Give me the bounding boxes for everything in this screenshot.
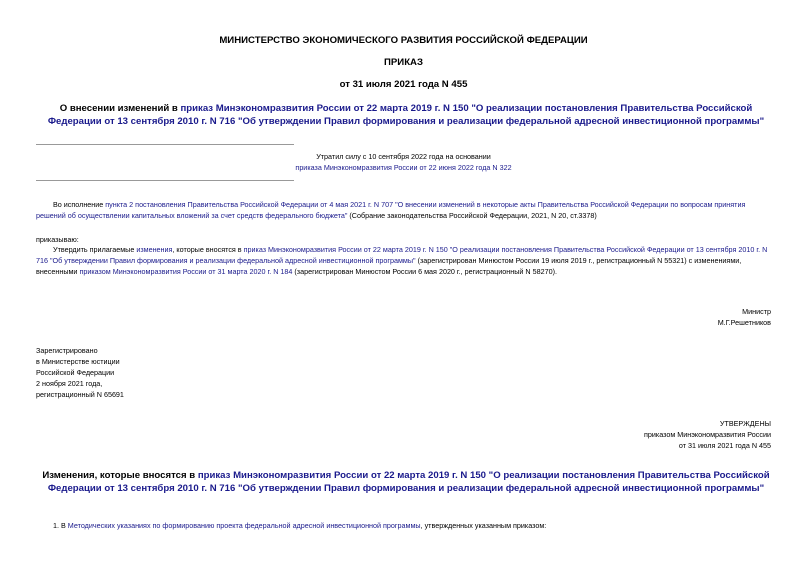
item-1-text-2: , утвержденных указанным приказом: [420,521,547,530]
ministry-heading: МИНИСТЕРСТВО ЭКОНОМИЧЕСКОГО РАЗВИТИЯ РОССИЙСКОЙ ФЕДЕРАЦИИ [219,35,588,46]
status-note [0,151,807,173]
changes-title-prefix: Изменения, которые вносятся в [42,470,198,481]
registration-line: Российской Федерации [36,368,115,377]
preamble-link-punkt[interactable]: пункта 2 [105,200,134,209]
approved-line-3: от 31 июля 2021 года N 455 [678,441,771,450]
approved-line-1: УТВЕРЖДЕНЫ [719,419,771,428]
document-title-link[interactable]: приказ Минэкономразвития России от 22 марта 2019 г. N 150 "О реализации постановления Правительства Российской Федерации от 13 сентября 2010 г. N 716 "Об утверждении Правил формирования и реализации федеральной адресной инвестиционной программы" [47,103,765,127]
approve-text-4: (зарегистрирован Минюстом России 6 мая 2020 г., регистрационный N 58270). [292,267,557,276]
approve-paragraph [36,244,772,277]
document-title-prefix: О внесении изменений в [59,103,181,114]
doc-type-heading: ПРИКАЗ [384,57,423,68]
document-title [36,102,776,128]
registration-line: в Министерстве юстиции [36,357,120,366]
approved-line-2: приказом Минэкономразвития России [644,430,771,439]
item-1-link[interactable]: Методических указаниях по формированию проекта федеральной адресной инвестиционной программы [67,521,421,530]
changes-title-link[interactable]: приказ Минэкономразвития России от 22 марта 2019 г. N 150 "О реализации постановления Правительства Российской Федерации от 13 сентября 2010 г. N 716 "Об утверждении Правил формирования и реализации федеральной адресной инвестиционной программы" [47,470,770,494]
preamble-text-3: (Собрание законодательства Российской Федерации, 2021, N 20, ст.3378) [347,211,597,220]
approve-text-2: , которые вносятся в [172,245,244,254]
status-link[interactable]: приказа Минэкономразвития России от 22 июня 2022 года N 322 [295,163,512,172]
status-bottom-rule [36,180,294,181]
signature-role: Министр [742,307,771,316]
item-1-text-1: 1. В [53,521,68,530]
approve-link-order150[interactable]: приказ Минэкономразвития России от 22 марта 2019 г. N 150 "О реализации постановления Правительства Российской Федерации от 13 сентября 2010 г. N 716 "Об утверждении Правил формирования и реализации федеральной адресной инвестиционной программы" [36,245,768,265]
approve-link-order184[interactable]: приказом Минэкономразвития России от 31 марта 2020 г. N 184 [79,267,293,276]
signature-block [718,306,771,328]
status-text: Утратил силу с 10 сентября 2022 года на основании [316,152,491,161]
doc-date-heading: от 31 июля 2021 года N 455 [339,79,468,90]
item-1 [53,520,546,531]
approve-text-1: Утвердить прилагаемые [53,245,137,254]
registration-line: Зарегистрировано [36,346,98,355]
approve-link-changes[interactable]: изменения [136,245,173,254]
approved-block [644,418,771,451]
signature-name: М.Г.Решетников [717,318,771,327]
order-word: приказываю: [36,235,79,244]
registration-line: регистрационный N 65691 [36,390,124,399]
registration-block [36,345,124,400]
changes-title [36,469,776,495]
approve-text-3: (зарегистрирован Минюстом России 19 июля 2019 г., регистрационный N 55321) с изменениями, внесенными [36,256,742,276]
status-top-rule [36,144,294,145]
preamble-paragraph [36,199,772,221]
registration-line: 2 ноября 2021 года, [36,379,103,388]
preamble-text-1: Во исполнение [53,200,106,209]
preamble-link-postanovlenie[interactable]: постановления Правительства Российской Федерации от 4 мая 2021 г. N 707 "О внесении изменений в некоторые акты Правительства Российской Федерации по вопросам принятия решений об осуществлении капитальных вложений за счет средств федерального бюджета" [36,200,746,220]
